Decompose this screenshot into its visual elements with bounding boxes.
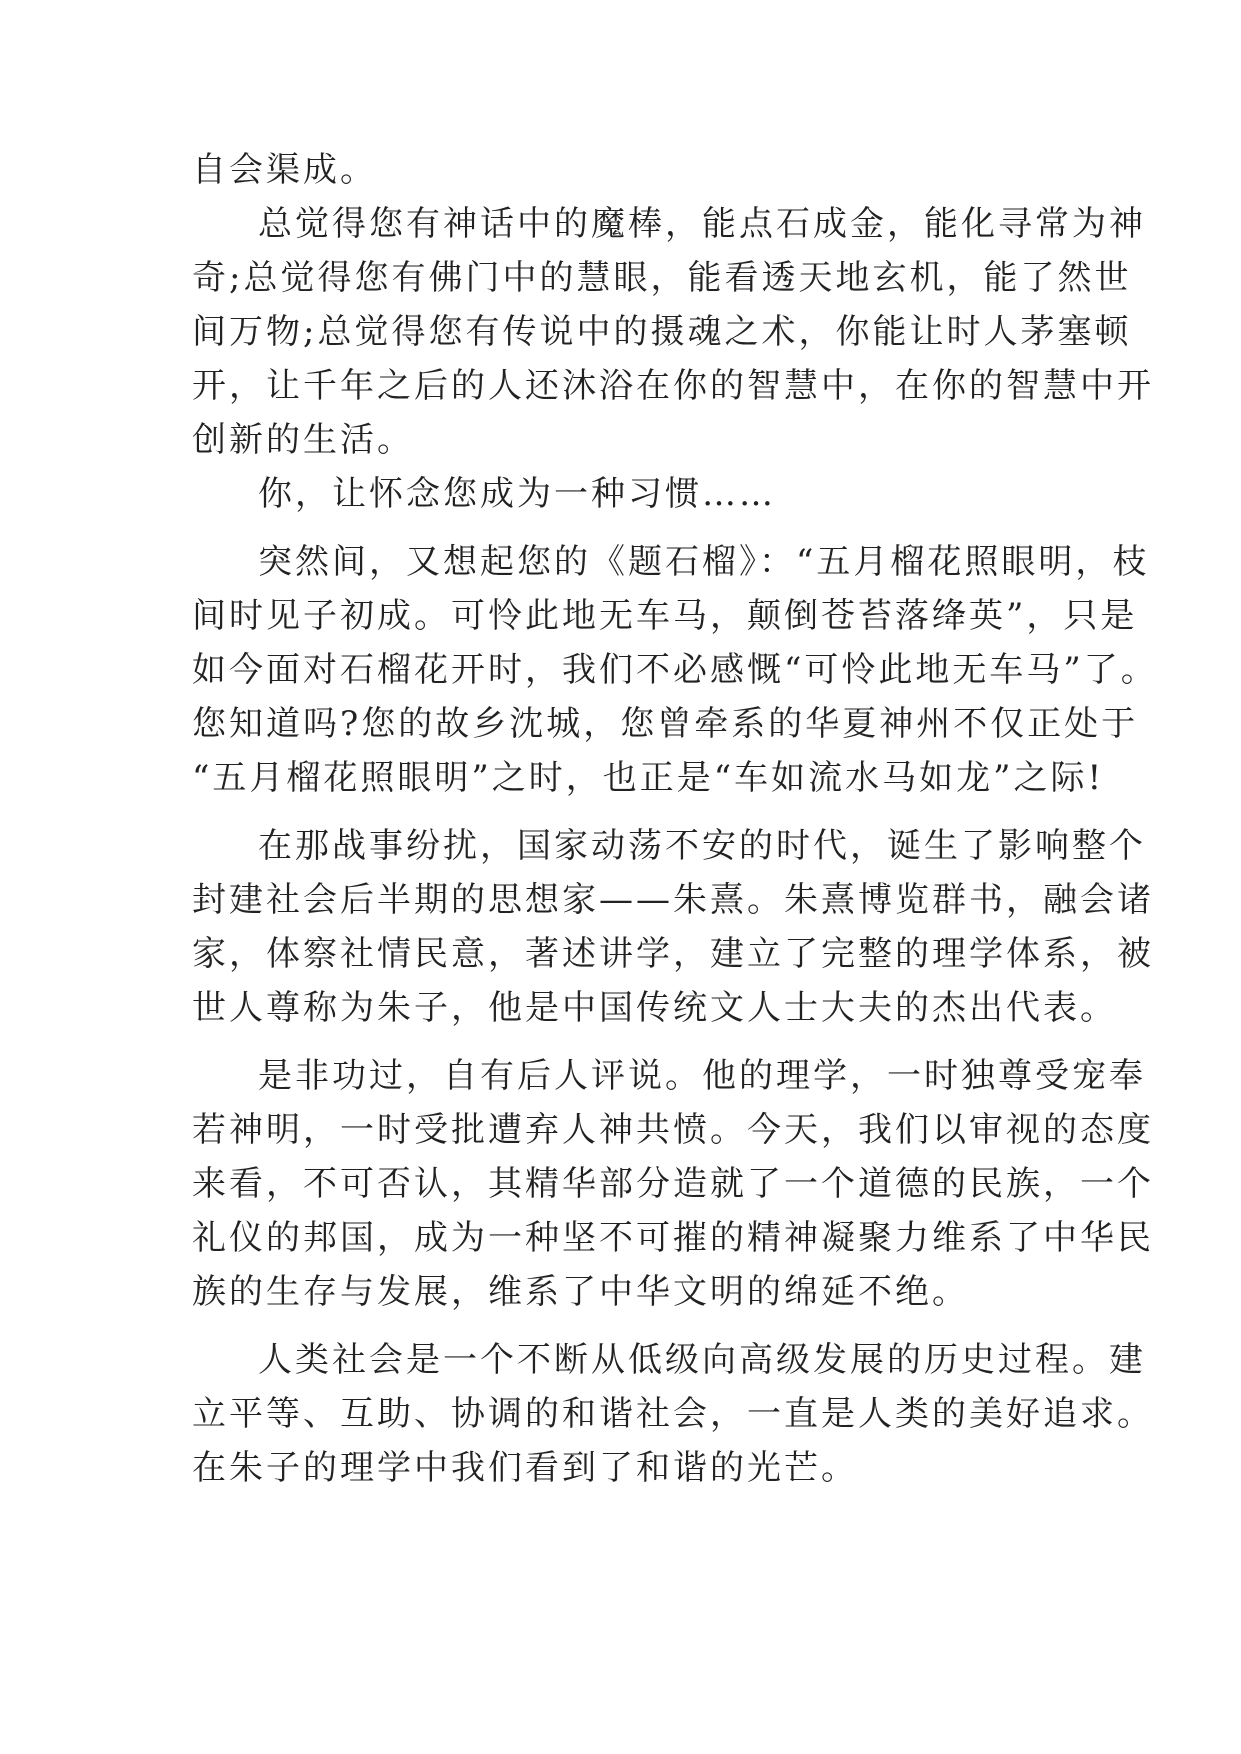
paragraph-line: 立平等、互助、协调的和谐社会，一直是人类的美好追求。 bbox=[192, 1394, 1154, 1434]
paragraph-line: “五月榴花照眼明”之时，也正是“车如流水马如龙”之际! bbox=[192, 758, 1105, 798]
paragraph-line: 在那战事纷扰，国家动荡不安的时代，诞生了影响整个 bbox=[258, 826, 1146, 866]
paragraph-line: 总觉得您有神话中的魔棒，能点石成金，能化寻常为神 bbox=[258, 204, 1146, 244]
paragraph-line: 突然间，又想起您的《题石榴》：“五月榴花照眼明，枝 bbox=[258, 542, 1150, 582]
paragraph-line: 家，体察社情民意，著述讲学，建立了完整的理学体系，被 bbox=[192, 934, 1154, 974]
paragraph-line: 是非功过，自有后人评说。他的理学，一时独尊受宠奉 bbox=[258, 1056, 1146, 1096]
paragraph-line: 在朱子的理学中我们看到了和谐的光芒。 bbox=[192, 1448, 858, 1488]
paragraph-line: 自会渠成。 bbox=[192, 150, 377, 190]
paragraph-line: 族的生存与发展，维系了中华文明的绵延不绝。 bbox=[192, 1272, 969, 1312]
paragraph-line: 封建社会后半期的思想家——朱熹。朱熹博览群书，融会诸 bbox=[192, 880, 1154, 920]
paragraph-line: 你，让怀念您成为一种习惯…… bbox=[258, 474, 776, 514]
paragraph-line: 您知道吗?您的故乡沈城，您曾牵系的华夏神州不仅正处于 bbox=[192, 704, 1139, 744]
paragraph-line: 礼仪的邦国，成为一种坚不可摧的精神凝聚力维系了中华民 bbox=[192, 1218, 1154, 1258]
paragraph-line: 若神明，一时受批遭弃人神共愤。今天，我们以审视的态度 bbox=[192, 1110, 1154, 1150]
paragraph-line: 人类社会是一个不断从低级向高级发展的历史过程。建 bbox=[258, 1340, 1146, 1380]
paragraph-line: 开，让千年之后的人还沐浴在你的智慧中，在你的智慧中开 bbox=[192, 366, 1154, 406]
paragraph-line: 间时见子初成。可怜此地无车马，颠倒苍苔落绛英”，只是 bbox=[192, 596, 1138, 636]
paragraph-line: 如今面对石榴花开时，我们不必感慨“可怜此地无车马”了。 bbox=[192, 650, 1158, 690]
paragraph-line: 间万物;总觉得您有传说中的摄魂之术，你能让时人茅塞顿 bbox=[192, 312, 1132, 352]
paragraph-line: 来看，不可否认，其精华部分造就了一个道德的民族，一个 bbox=[192, 1164, 1154, 1204]
paragraph-line: 奇;总觉得您有佛门中的慧眼，能看透天地玄机，能了然世 bbox=[192, 258, 1132, 298]
paragraph-line: 世人尊称为朱子，他是中国传统文人士大夫的杰出代表。 bbox=[192, 988, 1117, 1028]
paragraph-line: 创新的生活。 bbox=[192, 420, 414, 460]
